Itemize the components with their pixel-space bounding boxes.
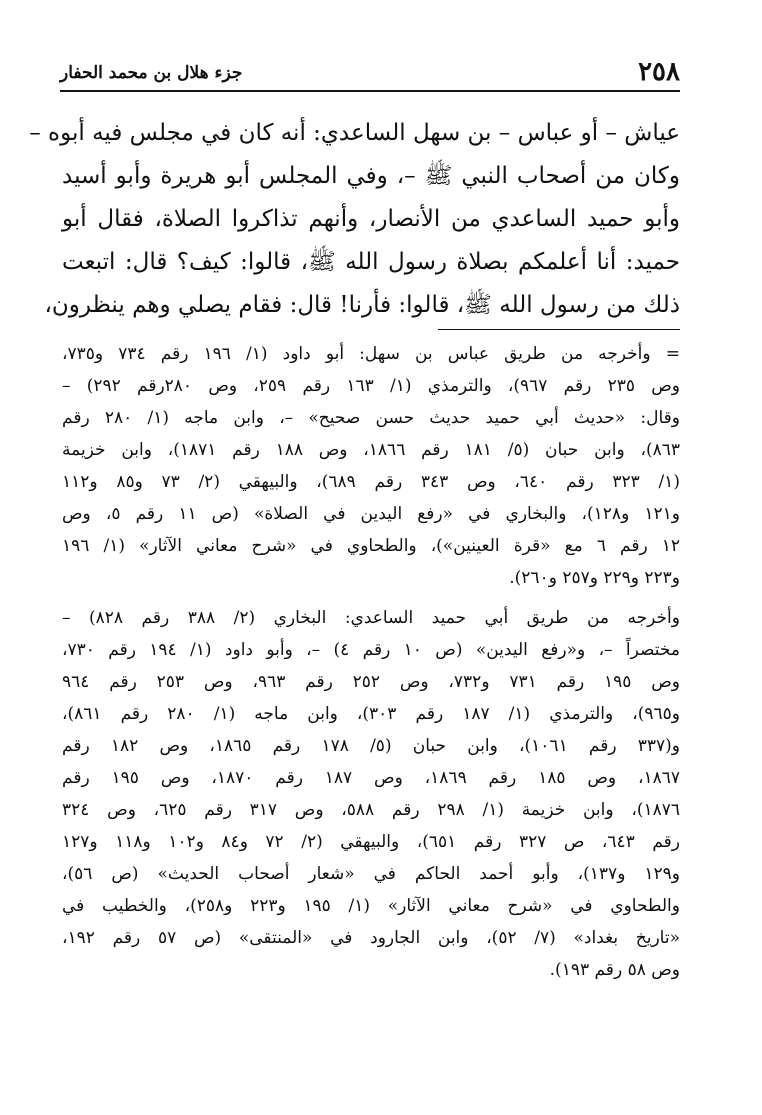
header-rule — [60, 90, 680, 92]
footnote-line: وقال: «حديث أبي حميد حديث حسن صحيح» –، وابن ماجه (١/ ٢٨٠ رقم — [62, 408, 680, 428]
main-text-line: عياش – أو عباس – بن سهل الساعدي: أنه كان في مجلس فيه أبوه – — [29, 120, 680, 146]
footnote-line: ١٨٦٧، وص ١٨٥ رقم ١٨٦٩، وص ١٨٧ رقم ١٨٧٠، وص ١٩٥ رقم — [62, 768, 680, 788]
footnote-line: ١٨٧٦)، وابن خزيمة (١/ ٢٩٨ رقم ٥٨٨، وص ٣١٧ رقم ٦٢٥، وص ٣٢٤ — [62, 800, 680, 820]
main-text-line: وأبو حميد الساعدي من الأنصار، وأنهم تذاكروا الصلاة، فقال أبو — [62, 206, 680, 232]
footnotes — [62, 338, 680, 986]
footnote-line: و(٣٣٧ رقم ١٠٦١)، وابن حبان (٥/ ١٧٨ رقم ١٨٦٥، وص ١٨٢ رقم — [62, 736, 680, 756]
footnote-line: و١٢٩ و١٣٧)، وأبو أحمد الحاكم في «شعار أصحاب الحديث» (ص ٥٦)، — [62, 864, 680, 884]
footnote-line: رقم ٦٤٣، ص ٣٢٧ رقم ٦٥١)، والبيهقي (٢/ ٧٢ و٨٤ و١٠٢ و١١٨ و١٢٧ — [62, 832, 680, 852]
footnote-line: ٨٦٣)، وابن حبان (٥/ ١٨١ رقم ١٨٦٦، وص ١٨٨ رقم ١٨٧١)، وابن خزيمة — [62, 440, 680, 460]
footnote-line: و٢٢٣ و٢٢٩ و٢٥٧ و٢٦٠). — [509, 568, 680, 588]
footnote-line: «تاريخ بغداد» (٧/ ٥٢)، وابن الجارود في «المنتقى» (ص ٥٧ رقم ١٩٢، — [62, 928, 680, 948]
main-text — [29, 112, 680, 327]
footnote-line: و٩٦٥)، والترمذي (١/ ١٨٧ رقم ٣٠٣)، وابن ماجه (١/ ٢٨٠ رقم ٨٦١)، — [62, 704, 680, 724]
running-title: جزء هلال بن محمد الحفار — [60, 63, 243, 83]
main-text-line: وكان من أصحاب النبي ﷺ –، وفي المجلس أبو هريرة وأبو أسيد — [62, 163, 680, 189]
main-text-line: حميد: أنا أعلمكم بصلاة رسول الله ﷺ، قالوا: كيف؟ قال: اتبعت — [62, 249, 680, 275]
footnote-line: وص ١٩٥ رقم ٧٣١ و٧٣٢، وص ٢٥٢ رقم ٩٦٣، وص ٢٥٣ رقم ٩٦٤ — [62, 672, 680, 692]
footnote-gap — [62, 594, 680, 602]
page-header — [60, 56, 680, 90]
footnote-line: و١٢١ و١٢٨)، والبخاري في «رفع اليدين في الصلاة» (ص ١١ رقم ٥، وص — [62, 504, 680, 524]
footnote-line: وص ٥٨ رقم ١٩٣). — [549, 960, 680, 980]
footnote-line: مختصراً –، و«رفع اليدين» (ص ١٠ رقم ٤) –، وأبو داود (١/ ١٩٤ رقم ٧٣٠، — [62, 640, 680, 660]
footnote-line: = وأخرجه من طريق عباس بن سهل: أبو داود (١/ ١٩٦ رقم ٧٣٤ و٧٣٥، — [62, 344, 680, 364]
page-number: ٢٥٨ — [638, 57, 680, 87]
footnote-separator — [438, 329, 680, 330]
footnote-line: (١/ ٣٢٣ رقم ٦٤٠، وص ٣٤٣ رقم ٦٨٩)، والبيهقي (٢/ ٧٣ و٨٥ و١١٢ — [62, 472, 680, 492]
footnote-paragraph-1 — [62, 338, 680, 594]
footnote-paragraph-2 — [62, 602, 680, 986]
footnote-line: وص ٢٣٥ رقم ٩٦٧)، والترمذي (١/ ١٦٣ رقم ٢٥٩، وص ٢٨٠رقم ٢٩٢) – — [62, 376, 680, 396]
main-text-line: ذلك من رسول الله ﷺ، قالوا: فأرنا! قال: فقام يصلي وهم ينظرون، — [44, 292, 680, 318]
footnote-line: والطحاوي في «شرح معاني الآثار» (١/ ١٩٥ و٢٢٣ و٢٥٨)، والخطيب في — [62, 896, 680, 916]
footnote-line: وأخرجه من طريق أبي حميد الساعدي: البخاري (٢/ ٣٨٨ رقم ٨٢٨) – — [62, 608, 680, 628]
footnote-line: ١٢ رقم ٦ مع «قرة العينين»)، والطحاوي في «شرح معاني الآثار» (١/ ١٩٦ — [62, 536, 680, 556]
